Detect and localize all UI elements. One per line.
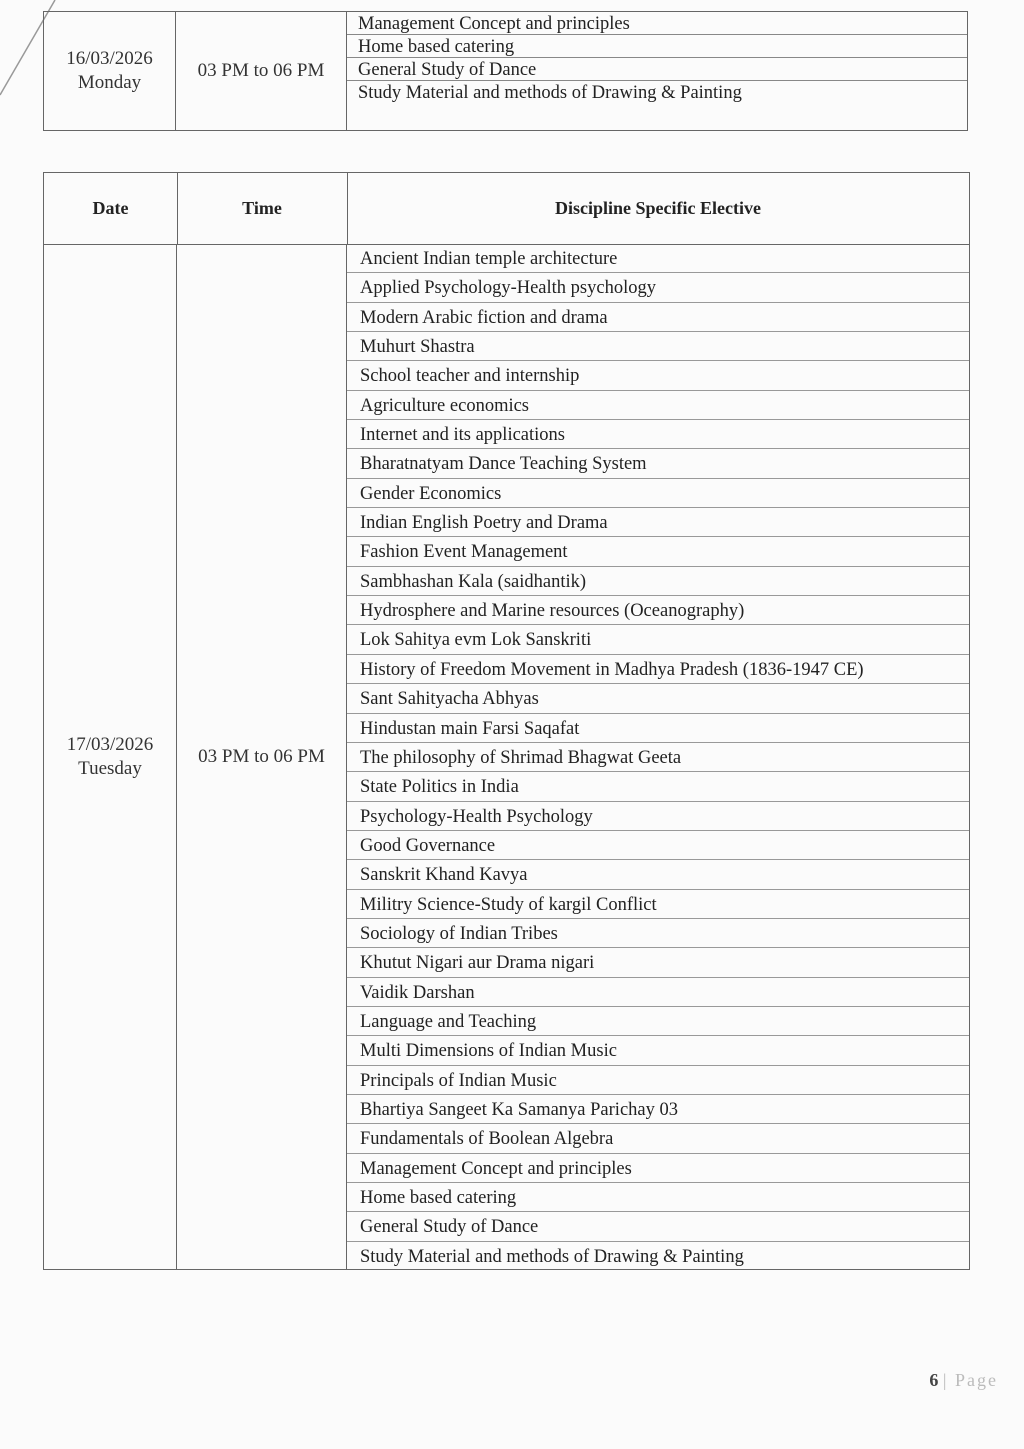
subject-row: School teacher and internship: [347, 361, 969, 390]
subject-row: Bhartiya Sangeet Ka Samanya Parichay 03: [347, 1095, 969, 1124]
time-cell: [176, 12, 347, 130]
exam-day: Monday: [77, 72, 142, 93]
subject-row: History of Freedom Movement in Madhya Pradesh (1836-1947 CE): [347, 655, 969, 684]
subject-row: Vaidik Darshan: [347, 978, 969, 1007]
subject-row: Sanskrit Khand Kavya: [347, 860, 969, 889]
subject-row: Modern Arabic fiction and drama: [347, 303, 969, 332]
subject-row: Fashion Event Management: [347, 537, 969, 566]
subject-row: General Study of Dance: [347, 1212, 969, 1241]
subject-row: Good Governance: [347, 831, 969, 860]
subject-row: Home based catering: [347, 35, 967, 58]
subject-row: General Study of Dance: [347, 58, 967, 81]
subject-row: Hindustan main Farsi Saqafat: [347, 714, 969, 743]
subject-row: Sant Sahityacha Abhyas: [347, 684, 969, 713]
exam-schedule-table-continued: [43, 11, 968, 131]
subject-row: Principals of Indian Music: [347, 1066, 969, 1095]
subject-row: Fundamentals of Boolean Algebra: [347, 1124, 969, 1153]
subject-row: Home based catering: [347, 1183, 969, 1212]
exam-date: 16/03/2026: [66, 48, 153, 69]
exam-time: 03 PM to 06 PM: [197, 60, 325, 81]
subject-row: Khutut Nigari aur Drama nigari: [347, 948, 969, 977]
subject-row: Language and Teaching: [347, 1007, 969, 1036]
subject-row: Bharatnatyam Dance Teaching System: [347, 449, 969, 478]
subject-row: Ancient Indian temple architecture: [347, 244, 969, 273]
subject-row: Agriculture economics: [347, 391, 969, 420]
header-date: Date: [44, 173, 178, 244]
exam-day: Tuesday: [78, 757, 142, 779]
subject-row: Sociology of Indian Tribes: [347, 919, 969, 948]
subject-row: Internet and its applications: [347, 420, 969, 449]
exam-date: 17/03/2026: [66, 733, 154, 755]
subject-row: Management Concept and principles: [347, 1154, 969, 1183]
date-cell: [44, 244, 177, 1269]
subject-row: Sambhashan Kala (saidhantik): [347, 567, 969, 596]
exam-time: 03 PM to 06 PM: [198, 745, 325, 767]
page-label: | Page: [942, 1370, 998, 1390]
header-time: Time: [177, 173, 348, 244]
subject-row: Hydrosphere and Marine resources (Oceanography): [347, 596, 969, 625]
exam-schedule-table: [43, 172, 970, 1270]
subject-list: [347, 244, 969, 1269]
subject-row: Study Material and methods of Drawing & Painting: [360, 1246, 744, 1267]
subject-row: Indian English Poetry and Drama: [347, 508, 969, 537]
subject-row: Study Material and methods of Drawing & Painting: [358, 83, 742, 103]
subject-row: Multi Dimensions of Indian Music: [347, 1036, 969, 1065]
subject-list: [347, 12, 967, 130]
subject-row: Muhurt Shastra: [347, 332, 969, 361]
subject-row: The philosophy of Shrimad Bhagwat Geeta: [347, 743, 969, 772]
subject-row: Militry Science-Study of kargil Conflict: [347, 890, 969, 919]
subject-row: Lok Sahitya evm Lok Sanskriti: [347, 625, 969, 654]
time-cell: [177, 244, 347, 1269]
subject-row: State Politics in India: [347, 772, 969, 801]
header-discipline-specific-elective: Discipline Specific Elective: [555, 198, 761, 218]
subject-row: Gender Economics: [347, 479, 969, 508]
table-body: [44, 244, 969, 1269]
page-number: 6: [929, 1370, 939, 1390]
subject-row: Applied Psychology-Health psychology: [347, 273, 969, 302]
subject-row: Management Concept and principles: [347, 12, 967, 35]
subject-row: Psychology-Health Psychology: [347, 802, 969, 831]
date-cell: [44, 12, 176, 130]
table-header: [44, 173, 969, 245]
page-footer: [929, 1370, 998, 1391]
